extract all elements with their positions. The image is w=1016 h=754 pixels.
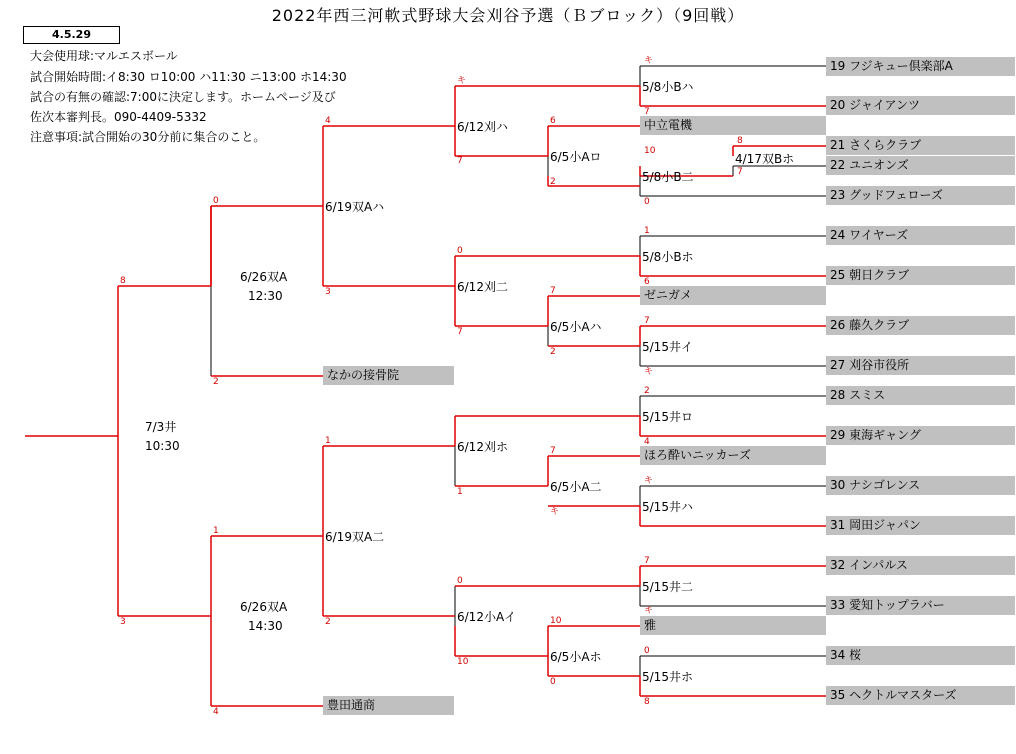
- score: 7: [644, 107, 650, 117]
- score: 2: [550, 347, 556, 357]
- score: 6: [550, 116, 556, 126]
- note-ball: 大会使用球:マルエスボール: [30, 49, 178, 63]
- score: 8: [644, 697, 650, 707]
- match-612d: 6/12小Aイ: [457, 610, 517, 624]
- score: 0: [457, 246, 463, 256]
- match-619a: 6/19双Aハ: [325, 200, 385, 214]
- match-58a: 5/8小Bハ: [642, 80, 694, 94]
- team-horoyoi: ほろ酔いニッカーズ: [640, 446, 826, 465]
- team-28: 28 スミス: [826, 386, 1015, 405]
- team-32: 32 インパルス: [826, 556, 1015, 575]
- note-umpire: 佐次本審判長。090-4409-5332: [30, 110, 207, 124]
- score: キ: [644, 606, 654, 616]
- score: 0: [213, 196, 219, 206]
- match-65c: 6/5小A二: [550, 480, 602, 494]
- score: 1: [325, 436, 331, 446]
- team-23: 23 グッドフェローズ: [826, 186, 1015, 205]
- score: キ: [550, 507, 560, 517]
- match-626a-time: 12:30: [248, 289, 283, 303]
- score: 2: [325, 617, 331, 627]
- team-20: 20 ジャイアンツ: [826, 96, 1015, 115]
- score: 0: [550, 677, 556, 687]
- score: 7: [457, 156, 463, 166]
- team-34: 34 桜: [826, 646, 1015, 665]
- match-612a: 6/12刈ハ: [457, 120, 508, 134]
- score: 10: [457, 657, 469, 667]
- match-626a: 6/26双A: [240, 270, 288, 284]
- score: キ: [644, 367, 654, 377]
- team-toyota: 豊田通商: [323, 696, 454, 715]
- match-65d: 6/5小Aホ: [550, 650, 602, 664]
- score: 0: [457, 576, 463, 586]
- score: 7: [644, 316, 650, 326]
- match-417: 4/17双Bホ: [735, 152, 795, 166]
- score: 10: [644, 146, 656, 156]
- team-30: 30 ナシゴレンス: [826, 476, 1015, 495]
- score: 4: [213, 707, 219, 717]
- match-65a: 6/5小Aロ: [550, 150, 602, 164]
- score: 2: [550, 177, 556, 187]
- note-caution: 注意事項:試合開始の30分前に集合のこと。: [30, 130, 266, 144]
- score: キ: [644, 56, 654, 66]
- score: 7: [457, 327, 463, 337]
- match-58b: 5/8小B二: [642, 170, 694, 184]
- score: 1: [457, 487, 463, 497]
- match-515b: 5/15井ロ: [642, 410, 693, 424]
- score: 8: [737, 136, 743, 146]
- match-612c: 6/12刈ホ: [457, 440, 508, 454]
- team-22: 22 ユニオンズ: [826, 156, 1015, 175]
- score: 7: [737, 167, 743, 177]
- match-65b: 6/5小Aハ: [550, 320, 602, 334]
- score: 4: [644, 437, 650, 447]
- date-box: 4.5.29: [23, 26, 120, 44]
- page-title: 2022年西三河軟式野球大会刈谷予選（Ｂブロック）（9回戦）: [271, 6, 745, 25]
- match-515e: 5/15井ホ: [642, 670, 693, 684]
- team-33: 33 愛知トップラバー: [826, 596, 1015, 615]
- team-25: 25 朝日クラブ: [826, 266, 1015, 285]
- score: 2: [644, 386, 650, 396]
- team-27: 27 刈谷市役所: [826, 356, 1015, 375]
- note-confirmation: 試合の有無の確認:7:00に決定します。ホームページ及び: [30, 90, 336, 104]
- score: 0: [644, 646, 650, 656]
- score: 3: [325, 287, 331, 297]
- score: 7: [550, 286, 556, 296]
- team-29: 29 東海ギャング: [826, 426, 1015, 445]
- match-515d: 5/15井二: [642, 580, 693, 594]
- score: 2: [213, 377, 219, 387]
- team-19: 19 フジキュー倶楽部A: [826, 57, 1015, 76]
- score: 6: [644, 277, 650, 287]
- match-final: 7/3井: [145, 420, 177, 434]
- score: 10: [550, 616, 562, 626]
- score: 1: [644, 226, 650, 236]
- score: キ: [457, 76, 467, 86]
- score: キ: [644, 476, 654, 486]
- score: 7: [550, 446, 556, 456]
- team-26: 26 藤久クラブ: [826, 316, 1015, 335]
- team-24: 24 ワイヤーズ: [826, 226, 1015, 245]
- score: 1: [213, 526, 219, 536]
- match-626b-time: 14:30: [248, 619, 283, 633]
- score: 0: [644, 197, 650, 207]
- score: 4: [325, 116, 331, 126]
- match-612b: 6/12刈二: [457, 280, 508, 294]
- match-619b: 6/19双A二: [325, 530, 385, 544]
- team-miyabi: 雅: [640, 616, 826, 635]
- match-515c: 5/15井ハ: [642, 500, 693, 514]
- match-626b: 6/26双A: [240, 600, 288, 614]
- team-zenigame: ゼニガメ: [640, 286, 826, 305]
- match-58c: 5/8小Bホ: [642, 250, 694, 264]
- team-nakano: なかの接骨院: [323, 366, 454, 385]
- team-chuuritsu: 中立電機: [640, 116, 826, 135]
- score: 3: [120, 617, 126, 627]
- note-start-times: 試合開始時間:イ8:30 ロ10:00 ハ11:30 ニ13:00 ホ14:30: [30, 70, 347, 84]
- team-31: 31 岡田ジャパン: [826, 516, 1015, 535]
- team-21: 21 さくらクラブ: [826, 136, 1015, 155]
- team-35: 35 ヘクトルマスターズ: [826, 686, 1015, 705]
- match-515a: 5/15井イ: [642, 340, 693, 354]
- score: 8: [120, 276, 126, 286]
- match-final-time: 10:30: [145, 439, 180, 453]
- score: 7: [644, 556, 650, 566]
